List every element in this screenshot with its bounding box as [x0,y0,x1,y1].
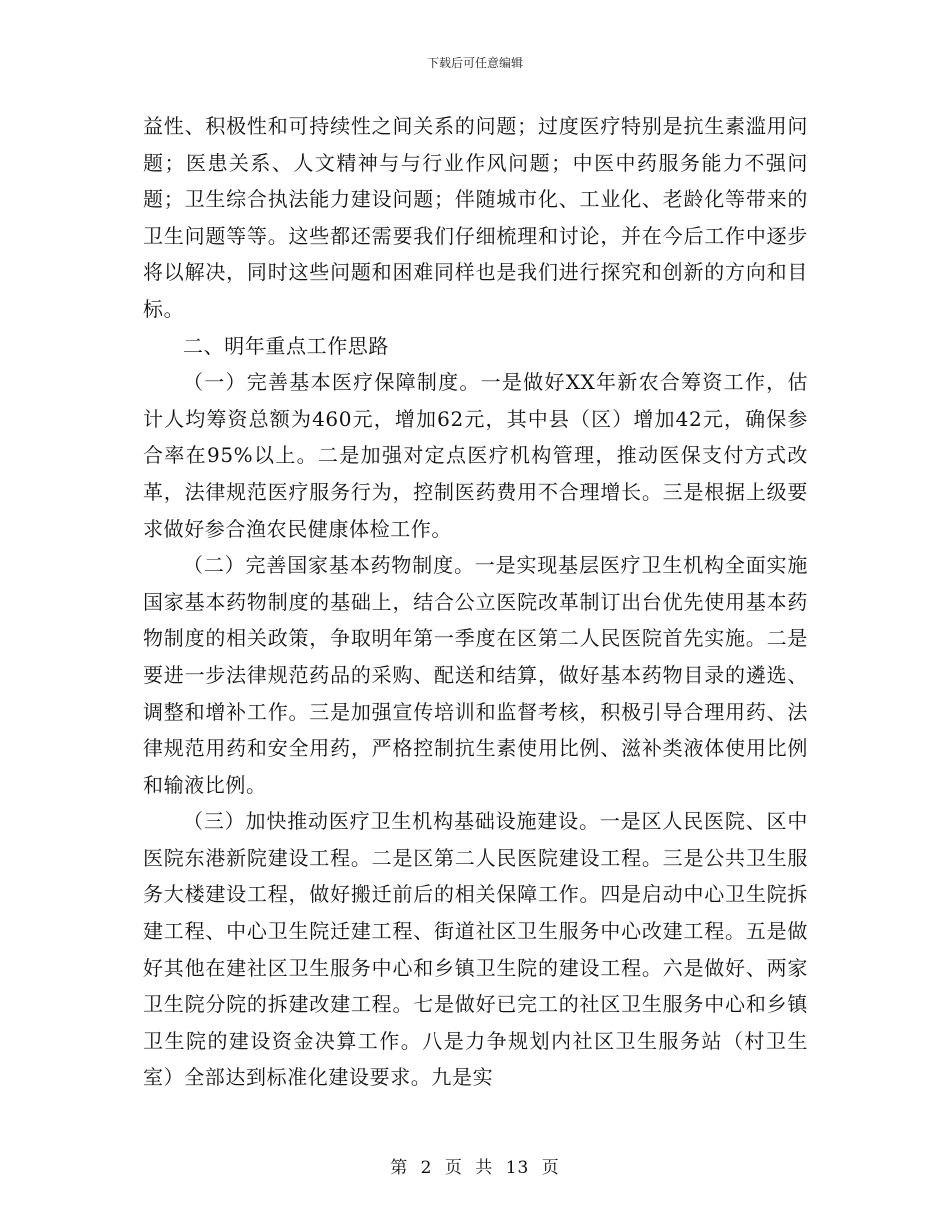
section-heading: 二、明年重点工作思路 [183,333,389,358]
document-body [143,108,808,1096]
paragraph-essential-drugs: （二）完善国家基本药物制度。一是实现基层医疗卫生机构全面实施国家基本药物制度的基础上，结合公立医院改革制订出台优先使用基本药物制度的相关政策，争取明年第一季度在区第二人民医院首先实施。二是要进一步法律规范药品的采购、配送和结算，做好基本药物目录的遴选、调整和增补工作。三是加强宣传培训和监督考核，积极引导合理用药、法律规范用药和安全用药，严格控制抗生素使用比例、滋补类液体使用比例和输液比例。 [143,553,808,797]
paragraph-medical-insurance: （一）完善基本医疗保障制度。一是做好XX年新农合筹资工作，估计人均筹资总额为460元，增加62元，其中县（区）增加42元，确保参合率在95%以上。二是加强对定点医疗机构管理，推动医保支付方式改革，法律规范医疗服务行为，控制医药费用不合理增长。三是根据上级要求做好参合渔农民健康体检工作。 [143,370,808,541]
page-header: 下载后可任意编辑 [426,56,523,70]
paragraph-infrastructure: （三）加快推动医疗卫生机构基础设施建设。一是区人民医院、区中医院东港新院建设工程。二是区第二人民医院建设工程。三是公共卫生服务大楼建设工程，做好搬迁前后的相关保障工作。四是启动中心卫生院拆建工程、中心卫生院迁建工程、街道社区卫生服务中心改建工程。五是做好其他在建社区卫生服务中心和乡镇卫生院的建设工程。六是做好、两家卫生院分院的拆建改建工程。七是做好已完工的社区卫生服务中心和乡镇卫生院的建设资金决算工作。八是力争规划内社区卫生服务站（村卫生室）全部达到标准化建设要求。九是实 [143,809,808,1090]
page-footer: 第 2 页 共 13 页 [390,1158,560,1178]
paragraph-continuation: 益性、积极性和可持续性之间关系的问题；过度医疗特别是抗生素滥用问题；医患关系、人文精神与与行业作风问题；中医中药服务能力不强问题；卫生综合执法能力建设问题；伴随城市化、工业化、老龄化等带来的卫生问题等等。这些都还需要我们仔细梳理和讨论，并在今后工作中逐步将以解决，同时这些问题和困难同样也是我们进行探究和创新的方向和目标。 [143,114,808,321]
